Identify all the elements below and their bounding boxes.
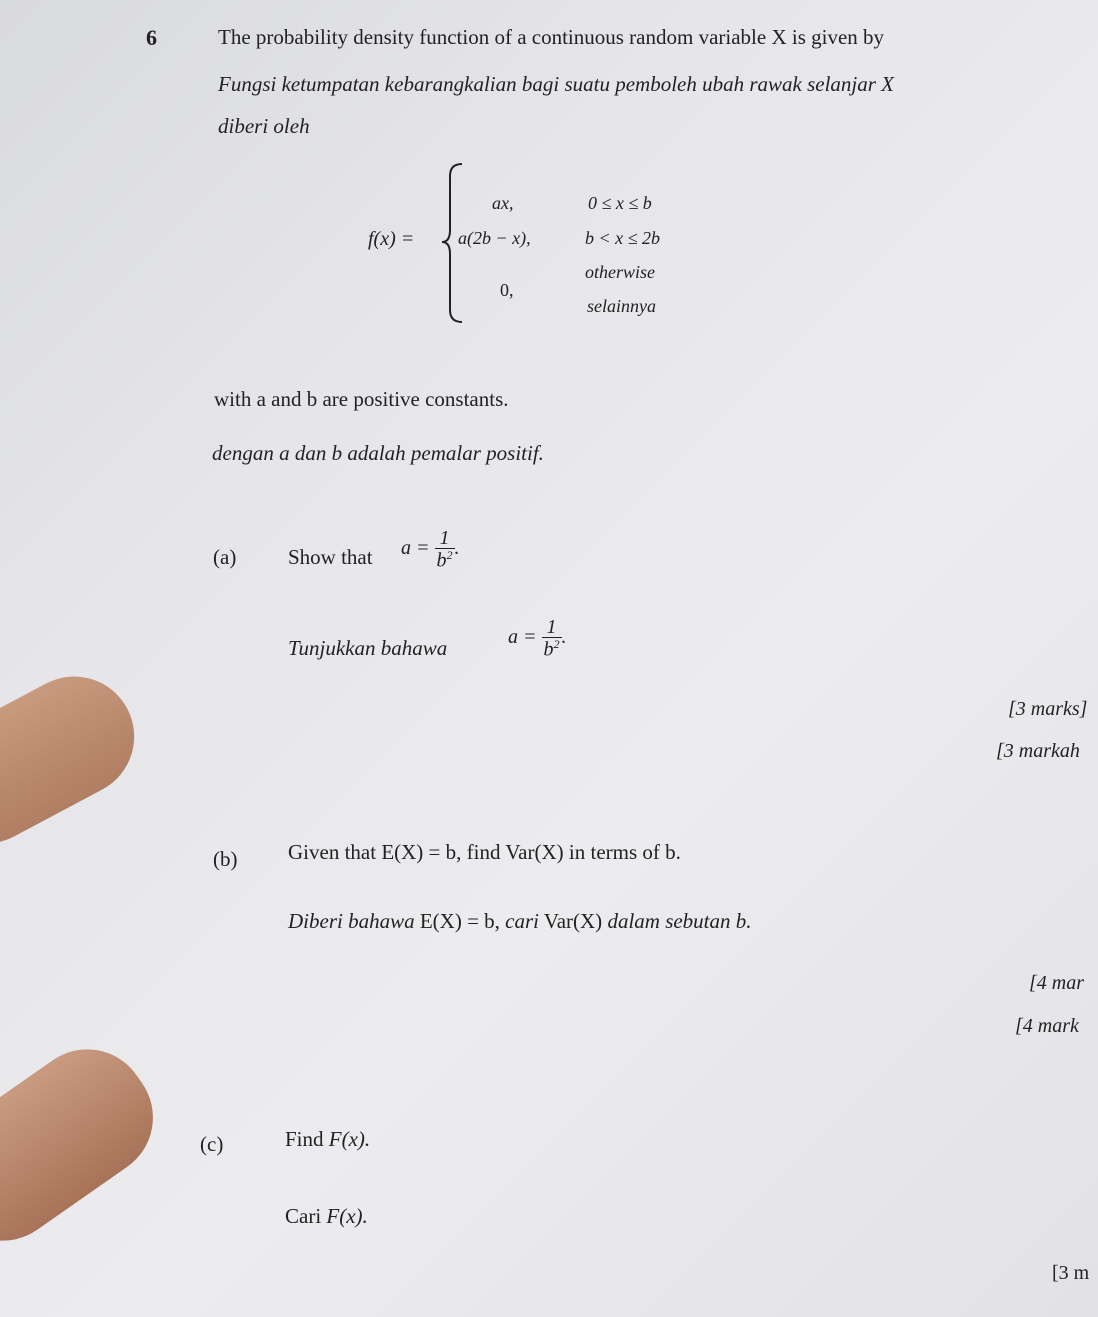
intro-english: The probability density function of a continuous random variable X is given by [218,25,885,49]
part-a-marks-ms: [3 markah [996,740,1080,762]
part-a-formula-en: a = $\frac{1}{b^2}$ . [401,527,460,572]
finger-bottom [0,1026,176,1264]
part-a-marks-en: [3 marks] [1008,698,1088,720]
pdf-lhs: f(x) = [368,228,415,250]
part-b-marks-ms: [4 mark [1015,1015,1079,1037]
pdf-case2-expr: a(2b − x), [458,228,531,248]
part-b-text-en: Given that E(X) = b, find Var(X) in terms of b. [288,840,681,864]
part-b-label: (b) [213,847,238,871]
intro-malay-line2: diberi oleh [218,114,310,138]
part-a-label: (a) [213,545,237,569]
part-c-marks: [3 m [1052,1262,1090,1284]
pdf-case1-expr: ax, [492,193,514,213]
intro-malay-line1: Fungsi ketumpatan kebarangkalian bagi suatu pemboleh ubah rawak selanjar X [218,72,895,96]
part-a-text-ms: Tunjukkan bahawa [288,636,448,660]
finger-top [0,655,155,864]
pdf-case3-cond-en: otherwise [585,262,655,282]
pdf-case2-cond: b < x ≤ 2b [585,228,661,248]
pdf-case1-cond: 0 ≤ x ≤ b [588,193,652,213]
part-a-formula-ms: a = $\frac{1}{b^2}$ . [508,616,567,661]
pdf-case3-cond-ms: selainnya [587,296,656,316]
constants-malay: dengan a dan b adalah pemalar positif. [212,441,544,465]
constants-english: with a and b are positive constants. [214,387,509,411]
part-c-text-ms: Cari F(x). [285,1204,368,1228]
part-c-label: (c) [200,1132,224,1156]
part-b-marks-en: [4 mar [1029,972,1085,994]
part-a-text-en: Show that [288,545,373,569]
pdf-case3-expr: 0, [500,280,514,300]
part-c-text-en: Find F(x). [285,1127,371,1151]
question-number: 6 [146,25,157,50]
part-b-text-ms: Diberi bahawa E(X) = b, cari Var(X) dalam sebutan b. [288,909,752,933]
